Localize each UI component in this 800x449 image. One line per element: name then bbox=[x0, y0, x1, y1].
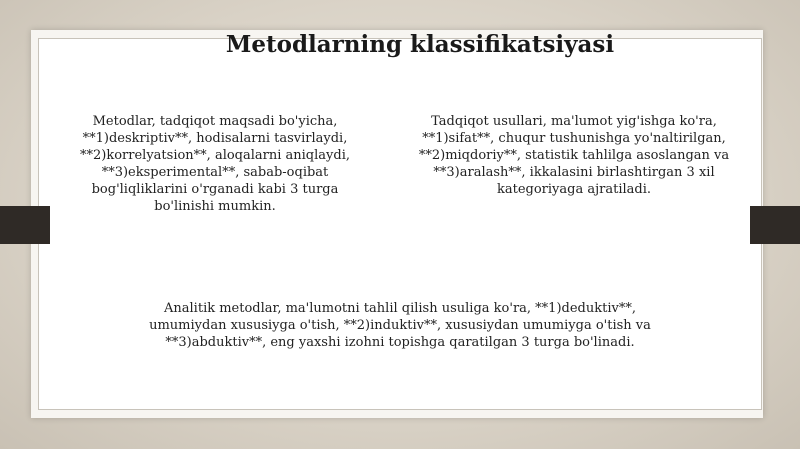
text-block-analytic-methods: Analitik metodlar, ma'lumotni tahlil qilish usuliga ko'ra, **1)deduktiv**, umumiydan xususiyga o'tish, **2)induktiv**, xususiydan umumiyga o'tish va **3)abduktiv**, eng yaxshi izohni topishga qaratilgan 3 turga bo'linadi. bbox=[149, 301, 651, 350]
slide-panel bbox=[38, 38, 762, 410]
right-decorative-tab bbox=[750, 206, 800, 244]
text-block-research-purpose: Metodlar, tadqiqot maqsadi bo'yicha, **1)deskriptiv**, hodisalarni tasvirlaydi, **2)korrelyatsion**, aloqalarni aniqlaydi, **3)eksperimental**, sabab-oqibat bog'liqliklarini o'rganadi kabi 3 turga bo'linishi mumkin. bbox=[80, 114, 350, 214]
left-decorative-tab bbox=[0, 206, 50, 244]
text-block-data-collection: Tadqiqot usullari, ma'lumot yig'ishga ko'ra, **1)sifat**, chuqur tushunishga yo'naltirilgan, **2)miqdoriy**, statistik tahlilga asoslangan va **3)aralash**, ikkalasini birlashtirgan 3 xil kategoriyaga ajratiladi. bbox=[418, 114, 730, 197]
slide-title: Metodlarning klassifikatsiyasi bbox=[225, 31, 615, 58]
